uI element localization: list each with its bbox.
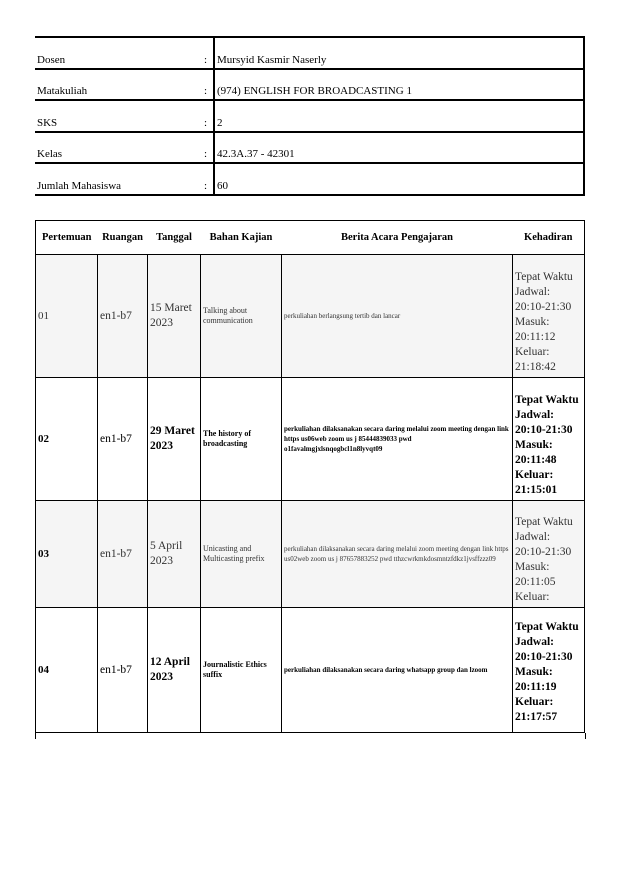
- check-in-label: Masuk:: [515, 438, 553, 451]
- cell-tanggal: 29 Maret 2023: [148, 378, 201, 501]
- cell-berita-acara: perkuliahan dilaksanakan secara daring melalui zoom meeting dengan link https us02web zoom us j 87657883252 pwd tthzcwrkmkdosmntzfdkz1jvsffzzz09: [282, 501, 513, 608]
- info-label: SKS: [35, 100, 198, 132]
- info-value: (974) ENGLISH FOR BROADCASTING 1: [214, 69, 584, 101]
- table-continuation: [35, 733, 586, 739]
- cell-kehadiran: [513, 501, 585, 608]
- check-in-time: 20:11:12: [515, 330, 556, 343]
- cell-berita-acara: perkuliahan berlangsung tertib dan lancar: [282, 255, 513, 378]
- check-out-label: Keluar:: [515, 345, 550, 358]
- header-tanggal: Tanggal: [148, 221, 201, 255]
- schedule-label: Jadwal:: [515, 531, 551, 543]
- info-colon: :: [198, 163, 214, 195]
- table-row: [36, 608, 585, 733]
- info-value: 2: [214, 100, 584, 132]
- cell-ruangan: en1-b7: [98, 501, 148, 608]
- check-in-time: 20:11:19: [515, 681, 557, 693]
- attendance-status: Tepat Waktu: [515, 393, 579, 406]
- check-out-label: Keluar:: [515, 696, 554, 708]
- info-row-sks: [35, 100, 584, 132]
- header-bahan-kajian: Bahan Kajian: [201, 221, 282, 255]
- course-info-table: [35, 36, 585, 196]
- schedule-time: 20:10-21:30: [515, 300, 572, 313]
- cell-tanggal: 15 Maret 2023: [148, 255, 201, 378]
- cell-tanggal: 5 April 2023: [148, 501, 201, 608]
- schedule-label: Jadwal:: [515, 285, 551, 298]
- cell-berita-acara: perkuliahan dilaksanakan secara daring whatsapp group dan lzoom: [282, 608, 513, 733]
- cell-ruangan: en1-b7: [98, 608, 148, 733]
- cell-bahan-kajian: Journalistic Ethics suffix: [201, 608, 282, 733]
- cell-pertemuan: 04: [36, 608, 98, 733]
- attendance-status: Tepat Waktu: [515, 270, 573, 283]
- cell-kehadiran: [513, 378, 585, 501]
- cell-pertemuan: 02: [36, 378, 98, 501]
- info-row-kelas: [35, 132, 584, 164]
- schedule-time: 20:10-21:30: [515, 546, 572, 558]
- schedule-label: Jadwal:: [515, 636, 554, 648]
- attendance-status: Tepat Waktu: [515, 516, 573, 528]
- cell-pertemuan: 03: [36, 501, 98, 608]
- check-out-time: 21:17:57: [515, 711, 558, 723]
- schedule-time: 20:10-21:30: [515, 651, 573, 663]
- cell-kehadiran: [513, 608, 585, 733]
- info-row-dosen: [35, 37, 584, 69]
- check-out-time: 21:18:42: [515, 360, 556, 373]
- schedule-time: 20:10-21:30: [515, 423, 573, 436]
- cell-kehadiran: [513, 255, 585, 378]
- cell-bahan-kajian: Unicasting and Multicasting prefix: [201, 501, 282, 608]
- info-colon: :: [198, 100, 214, 132]
- check-out-label: Keluar:: [515, 591, 550, 603]
- info-value: Mursyid Kasmir Naserly: [214, 37, 584, 69]
- check-in-label: Masuk:: [515, 561, 550, 573]
- attendance-status: Tepat Waktu: [515, 621, 579, 633]
- teaching-log-table: [35, 220, 585, 733]
- table-row: [36, 255, 585, 378]
- header-ruangan: Ruangan: [98, 221, 148, 255]
- check-out-label: Keluar:: [515, 468, 554, 481]
- cell-bahan-kajian: Talking about communication: [201, 255, 282, 378]
- cell-ruangan: en1-b7: [98, 255, 148, 378]
- table-header-row: [36, 221, 585, 255]
- cell-berita-acara: perkuliahan dilaksanakan secara daring melalui zoom meeting dengan link https us06web zoom us j 85444839033 pwd o1favalmgjxlsnqogbcl1n8lyvqt09: [282, 378, 513, 501]
- header-pertemuan: Pertemuan: [36, 221, 98, 255]
- table-row: [36, 501, 585, 608]
- header-berita-acara: Berita Acara Pengajaran: [282, 221, 513, 255]
- check-in-time: 20:11:48: [515, 453, 557, 466]
- check-in-time: 20:11:05: [515, 576, 556, 588]
- info-label: Matakuliah: [35, 69, 198, 101]
- info-value: 42.3A.37 - 42301: [214, 132, 584, 164]
- check-in-label: Masuk:: [515, 315, 550, 328]
- info-label: Dosen: [35, 37, 198, 69]
- check-in-label: Masuk:: [515, 666, 553, 678]
- check-out-time: 21:15:01: [515, 483, 558, 496]
- info-row-matakuliah: [35, 69, 584, 101]
- cell-ruangan: en1-b7: [98, 378, 148, 501]
- schedule-label: Jadwal:: [515, 408, 554, 421]
- info-label: Kelas: [35, 132, 198, 164]
- info-colon: :: [198, 69, 214, 101]
- info-colon: :: [198, 132, 214, 164]
- info-row-jumlah-mahasiswa: [35, 163, 584, 195]
- cell-bahan-kajian: The history of broadcasting: [201, 378, 282, 501]
- cell-tanggal: 12 April 2023: [148, 608, 201, 733]
- info-value: 60: [214, 163, 584, 195]
- table-row: [36, 378, 585, 501]
- cell-pertemuan: 01: [36, 255, 98, 378]
- info-label: Jumlah Mahasiswa: [35, 163, 198, 195]
- header-kehadiran: Kehadiran: [513, 221, 585, 255]
- info-colon: :: [198, 37, 214, 69]
